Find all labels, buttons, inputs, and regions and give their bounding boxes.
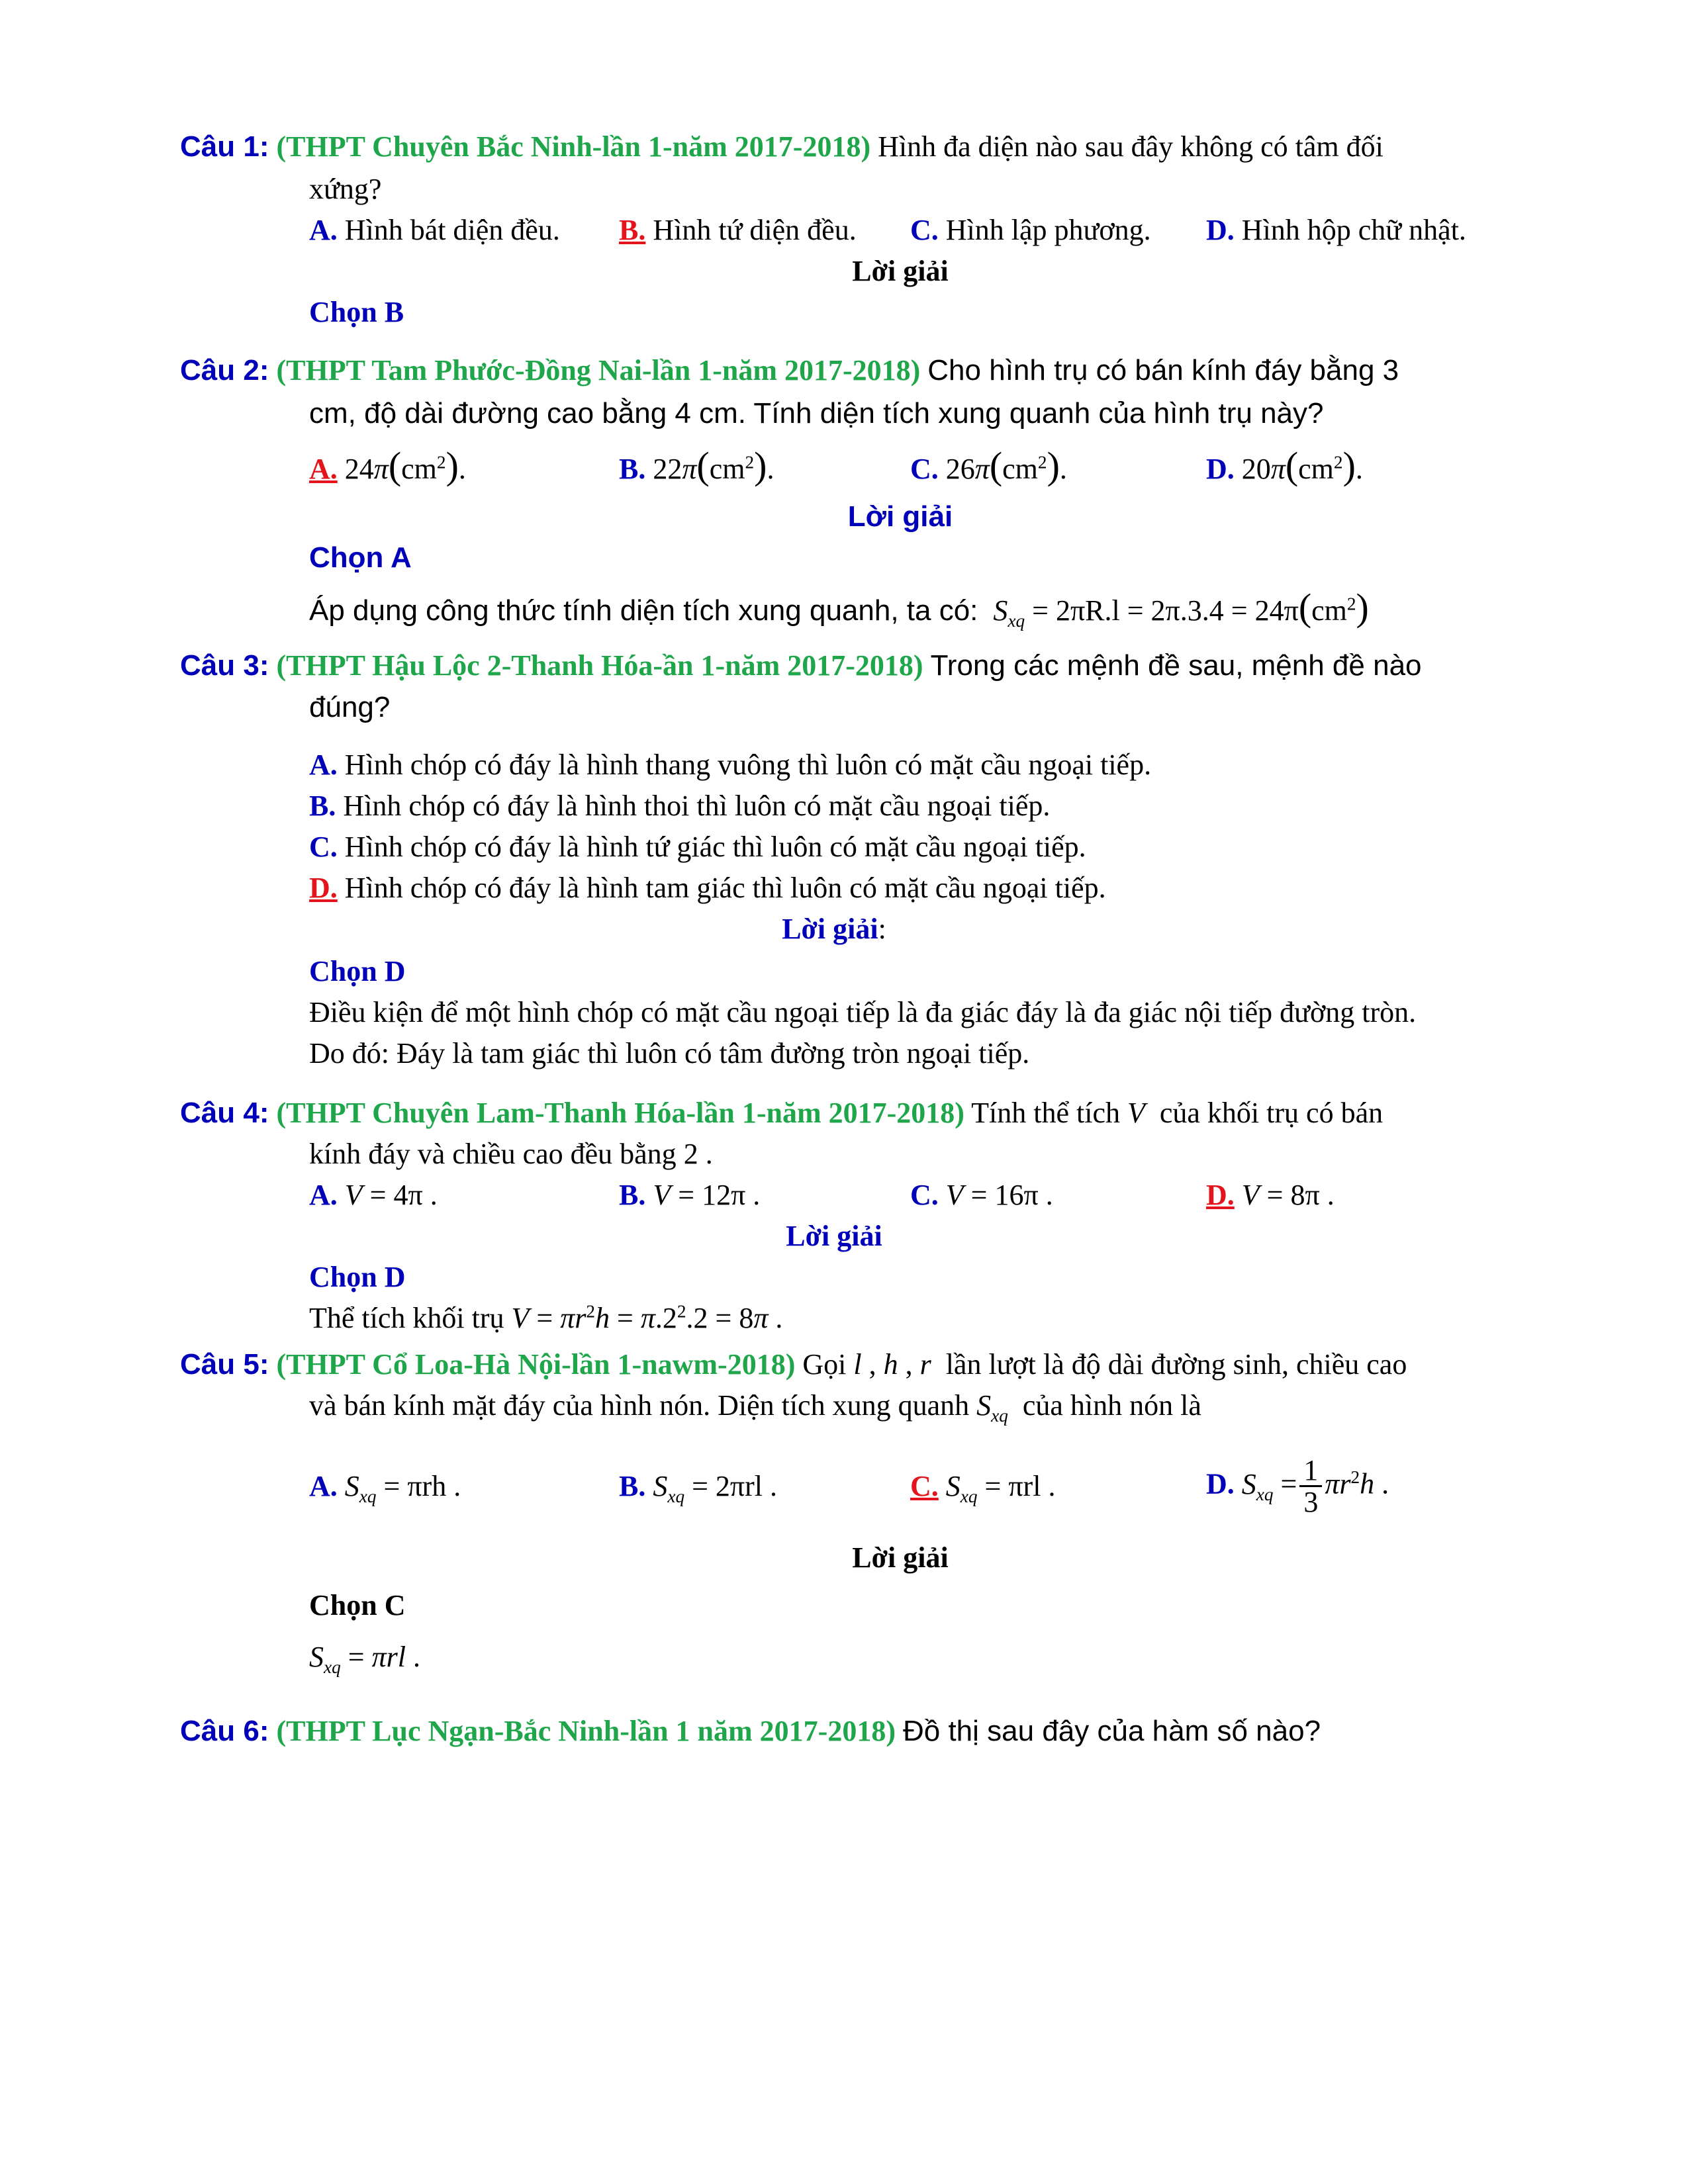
q3-source: (THPT Hậu Lộc 2-Thanh Hóa-ần 1-năm 2017-2018) xyxy=(276,649,923,682)
q2-text: Cho hình trụ có bán kính đáy bằng 3 xyxy=(927,354,1399,387)
q2-answer: Chọn A xyxy=(309,541,412,574)
q3-option-d[interactable]: D. Hình chóp có đáy là hình tam giác thì luôn có mặt cầu ngoại tiếp. xyxy=(309,872,1106,904)
q2-line2: cm, độ dài đường cao bằng 4 cm. Tính diện tích xung quanh của hình trụ này? xyxy=(309,397,1324,430)
q1-option-c[interactable]: C. Hình lập phương. xyxy=(910,214,1151,246)
q2-source: (THPT Tam Phước-Đồng Nai-lần 1-năm 2017-2018) xyxy=(276,354,921,387)
q6-number: Câu 6: xyxy=(180,1715,269,1747)
q3-option-c[interactable]: C. Hình chóp có đáy là hình tứ giác thì luôn có mặt cầu ngoại tiếp. xyxy=(309,831,1086,863)
q4-options xyxy=(309,1178,1501,1218)
q3-explain-2: Do đó: Đáy là tam giác thì luôn có tâm đường tròn ngoại tiếp. xyxy=(309,1037,1030,1069)
q6-line1 xyxy=(180,1714,1321,1748)
q2-options xyxy=(309,443,1501,490)
q1-option-b[interactable]: B. Hình tứ diện đều. xyxy=(619,214,857,246)
q3-solution-title: Lời giải: xyxy=(782,913,886,945)
q5-solution-title: Lời giải xyxy=(852,1541,949,1574)
q3-line2: đúng? xyxy=(309,691,391,723)
q4-line2: kính đáy và chiều cao đều bằng 2 . xyxy=(309,1138,713,1170)
q4-answer: Chọn D xyxy=(309,1261,406,1293)
q2-option-b[interactable]: B. $22\pi(cm^2)$. xyxy=(619,444,774,487)
q1-option-d[interactable]: D. Hình hộp chữ nhật. xyxy=(1206,214,1466,246)
q5-option-b[interactable]: B. $S_{xq} = 2\pi rl$ . xyxy=(619,1470,778,1506)
q2-solution-title: Lời giải xyxy=(847,500,953,533)
q3-number: Câu 3: xyxy=(180,649,269,682)
q4-option-a[interactable]: A. V = 4π . xyxy=(309,1179,438,1211)
q4-explain: Thể tích khối trụ $V = \pi r^2h = \pi.2^2.2 = 8\pi$ . xyxy=(309,1301,783,1334)
q5-options xyxy=(309,1456,1501,1529)
q3-answer: Chọn D xyxy=(309,955,406,987)
q2-formula: = 2πR.l = 2π.3.4 = 24π xyxy=(1032,594,1299,627)
q6-source: (THPT Lục Ngạn-Bắc Ninh-lần 1 năm 2017-2018) xyxy=(276,1715,896,1747)
q5-option-c[interactable]: C. $S_{xq} = \pi rl$ . xyxy=(910,1470,1056,1506)
q1-number: Câu 1: xyxy=(180,130,269,163)
q5-option-a[interactable]: A. $S_{xq} = \pi rh$ . xyxy=(309,1470,461,1506)
q4-source: (THPT Chuyên Lam-Thanh Hóa-lần 1-năm 2017-2018) xyxy=(276,1097,964,1129)
q1-solution-title: Lời giải xyxy=(852,255,949,287)
q4-number: Câu 4: xyxy=(180,1097,269,1129)
q3-option-b[interactable]: B. Hình chóp có đáy là hình thoi thì luôn có mặt cầu ngoại tiếp. xyxy=(309,790,1051,822)
q2-option-a[interactable]: A. $24\pi(cm^2)$. xyxy=(309,444,466,487)
q4-line1: Câu 4: (THPT Chuyên Lam-Thanh Hóa-lần 1-năm 2017-2018) Tính thể tích V của khối trụ có bán xyxy=(180,1097,1383,1129)
q1-answer: Chọn B xyxy=(309,296,404,328)
q3-explain-1: Điều kiện để một hình chóp có mặt cầu ngoại tiếp là đa giác đáy là đa giác nội tiếp đường tròn. xyxy=(309,996,1417,1028)
q1-text: Hình đa diện nào sau đây không có tâm đối xyxy=(878,130,1383,163)
q5-option-d[interactable]: D. $S_{xq}$ = $\frac{1}{3}$ $\pi r^2h$ . xyxy=(1206,1454,1389,1518)
q2-line1 xyxy=(180,353,1399,387)
q5-line2: và bán kính mặt đáy của hình nón. Diện tích xung quanh $S_{xq}$ của hình nón là xyxy=(309,1389,1201,1426)
q1-line1 xyxy=(180,130,1383,163)
q2-option-d[interactable]: D. $20\pi(cm^2)$. xyxy=(1206,444,1363,487)
q3-text: Trong các mệnh đề sau, mệnh đề nào xyxy=(930,649,1422,682)
q1-option-a[interactable]: A. Hình bát diện đều. xyxy=(309,214,560,246)
q1-line2: xứng? xyxy=(309,173,382,205)
q4-solution-title: Lời giải xyxy=(786,1220,882,1252)
q5-line1: Câu 5: (THPT Cổ Loa-Hà Nội-lần 1-nawm-2018) Gọi l , h , r lần lượt là độ dài đường sinh, chiều cao xyxy=(180,1348,1407,1381)
q5-number: Câu 5: xyxy=(180,1348,269,1381)
q4-option-c[interactable]: C. V = 16π . xyxy=(910,1179,1053,1211)
q1-options xyxy=(309,213,1501,253)
q5-explain: $S_{xq} = \pi rl$ . xyxy=(309,1641,420,1677)
q5-answer: Chọn C xyxy=(309,1589,406,1621)
q5-source: (THPT Cổ Loa-Hà Nội-lần 1-nawm-2018) xyxy=(276,1348,796,1381)
q2-explain: Áp dụng công thức tính diện tích xung quanh, ta có: $S_{xq} = 2\pi R.l = 2\pi.3.4 = 24\pi(cm^2)$ xyxy=(309,586,1369,631)
q4-option-b[interactable]: B. V = 12π . xyxy=(619,1179,761,1211)
q3-option-a[interactable]: A. Hình chóp có đáy là hình thang vuông thì luôn có mặt cầu ngoại tiếp. xyxy=(309,749,1152,781)
q6-text: Đồ thị sau đây của hàm số nào? xyxy=(902,1715,1321,1747)
q3-line1 xyxy=(180,649,1422,682)
q2-number: Câu 2: xyxy=(180,354,269,387)
q2-option-c[interactable]: C. $26\pi(cm^2)$. xyxy=(910,444,1067,487)
q1-source: (THPT Chuyên Bắc Ninh-lần 1-năm 2017-2018) xyxy=(276,130,871,163)
q4-option-d[interactable]: D. V = 8π . xyxy=(1206,1179,1335,1211)
